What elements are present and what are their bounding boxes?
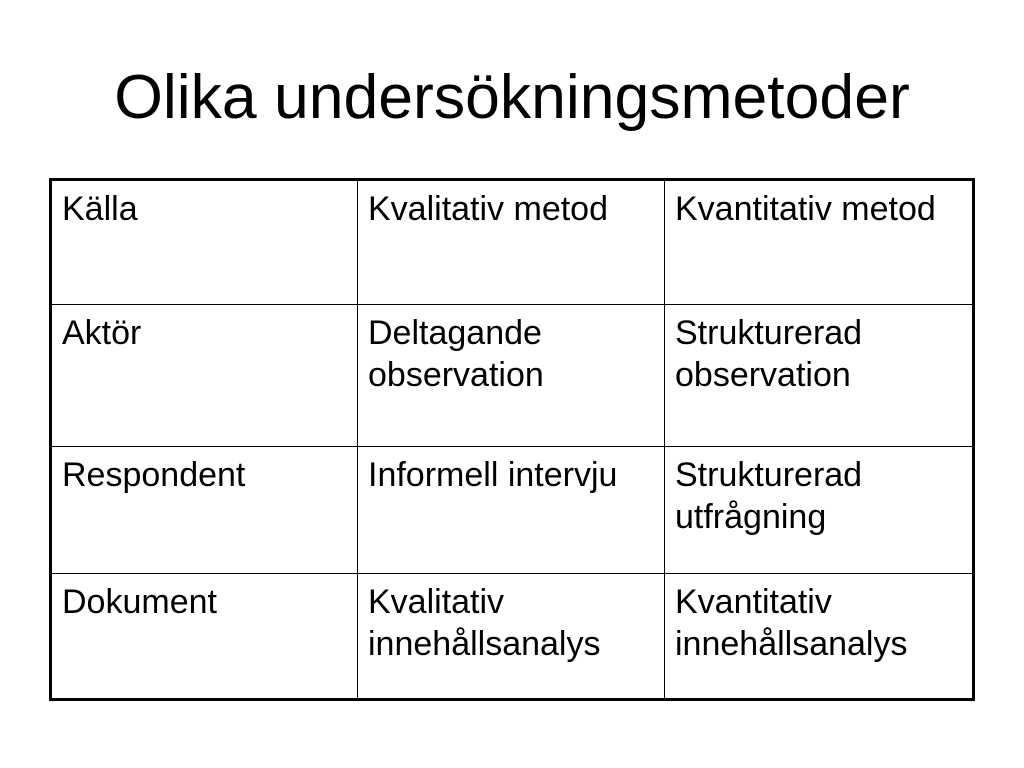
source-cell: Respondent [52, 447, 358, 573]
qualitative-method-cell: Deltagande observation [358, 305, 665, 446]
qualitative-method-cell: Kvalitativ innehållsanalys [358, 574, 665, 698]
header-cell-quantitative-method: Kvantitativ metod [675, 190, 936, 228]
source-cell: Dokument [52, 574, 358, 698]
header-cell-source: Källa [52, 181, 358, 304]
quantitative-method-cell: Strukturerad observation [675, 314, 863, 394]
header-cell-qualitative-method: Kvalitativ metod [358, 181, 665, 304]
qualitative-method-cell: Informell intervju [358, 447, 665, 573]
slide-title: Olika undersökningsmetoder [114, 62, 910, 132]
table-row-actor [52, 305, 972, 447]
table-row-respondent [52, 447, 972, 574]
methods-table [49, 178, 975, 701]
table-header-row [52, 181, 972, 305]
quantitative-method-cell: Strukturerad utfrågning [675, 456, 863, 536]
quantitative-method-cell: Kvantitativ innehållsanalys [675, 583, 908, 663]
source-cell: Aktör [52, 305, 358, 446]
table-row-document [52, 574, 972, 698]
